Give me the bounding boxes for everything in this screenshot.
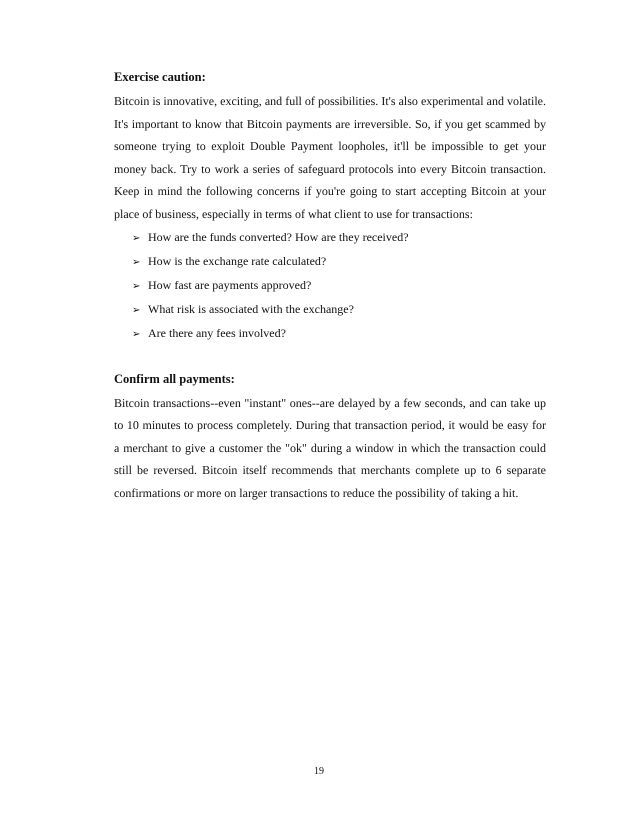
section-heading: Confirm all payments: xyxy=(114,371,235,386)
section-paragraph: Bitcoin transactions--even "instant" ones--are delayed by a few seconds, and can take up to 10 minutes to process completely. During that transaction period, it would be easy for a merchant to give a customer the "ok" during a window in which the transaction could still be reversed. Bitcoin itself recommends that merchants complete up to 6 separate confirmations or more on larger transactions to reduce the possibility of taking a hit. xyxy=(114,395,546,500)
list-item-text: What risk is associated with the exchange? xyxy=(148,301,354,316)
concerns-list xyxy=(114,226,546,346)
page-number: 19 xyxy=(314,766,324,777)
section-confirm-payments xyxy=(114,370,546,505)
list-item xyxy=(132,226,546,250)
list-item-text: How fast are payments approved? xyxy=(148,277,312,292)
list-item-text: Are there any fees involved? xyxy=(148,325,286,340)
list-item xyxy=(132,298,546,322)
arrowhead-bullet-icon: ➢ xyxy=(132,256,141,268)
list-item xyxy=(132,322,546,346)
arrowhead-bullet-icon: ➢ xyxy=(132,232,141,244)
list-item-text: How is the exchange rate calculated? xyxy=(148,253,327,268)
section-exercise-caution xyxy=(114,68,546,346)
section-heading: Exercise caution: xyxy=(114,70,206,84)
section-paragraph: Bitcoin is innovative, exciting, and full of possibilities. It's also experimental and volatile. It's important to know that Bitcoin payments are irreversible. So, if you get scammed by someone trying to exploit Double Payment loopholes, it'll be impossible to get your money back. Try to work a series of safeguard protocols into every Bitcoin transaction. Keep in mind the following concerns if you're going to start accepting Bitcoin at your place of business, especially in terms of what client to use for transactions: xyxy=(114,94,546,221)
page-content xyxy=(114,68,546,505)
arrowhead-bullet-icon: ➢ xyxy=(132,304,141,316)
arrowhead-bullet-icon: ➢ xyxy=(132,280,141,292)
list-item xyxy=(132,274,546,298)
list-item xyxy=(132,250,546,274)
list-item-text: How are the funds converted? How are they received? xyxy=(148,229,409,244)
arrowhead-bullet-icon: ➢ xyxy=(132,328,141,340)
